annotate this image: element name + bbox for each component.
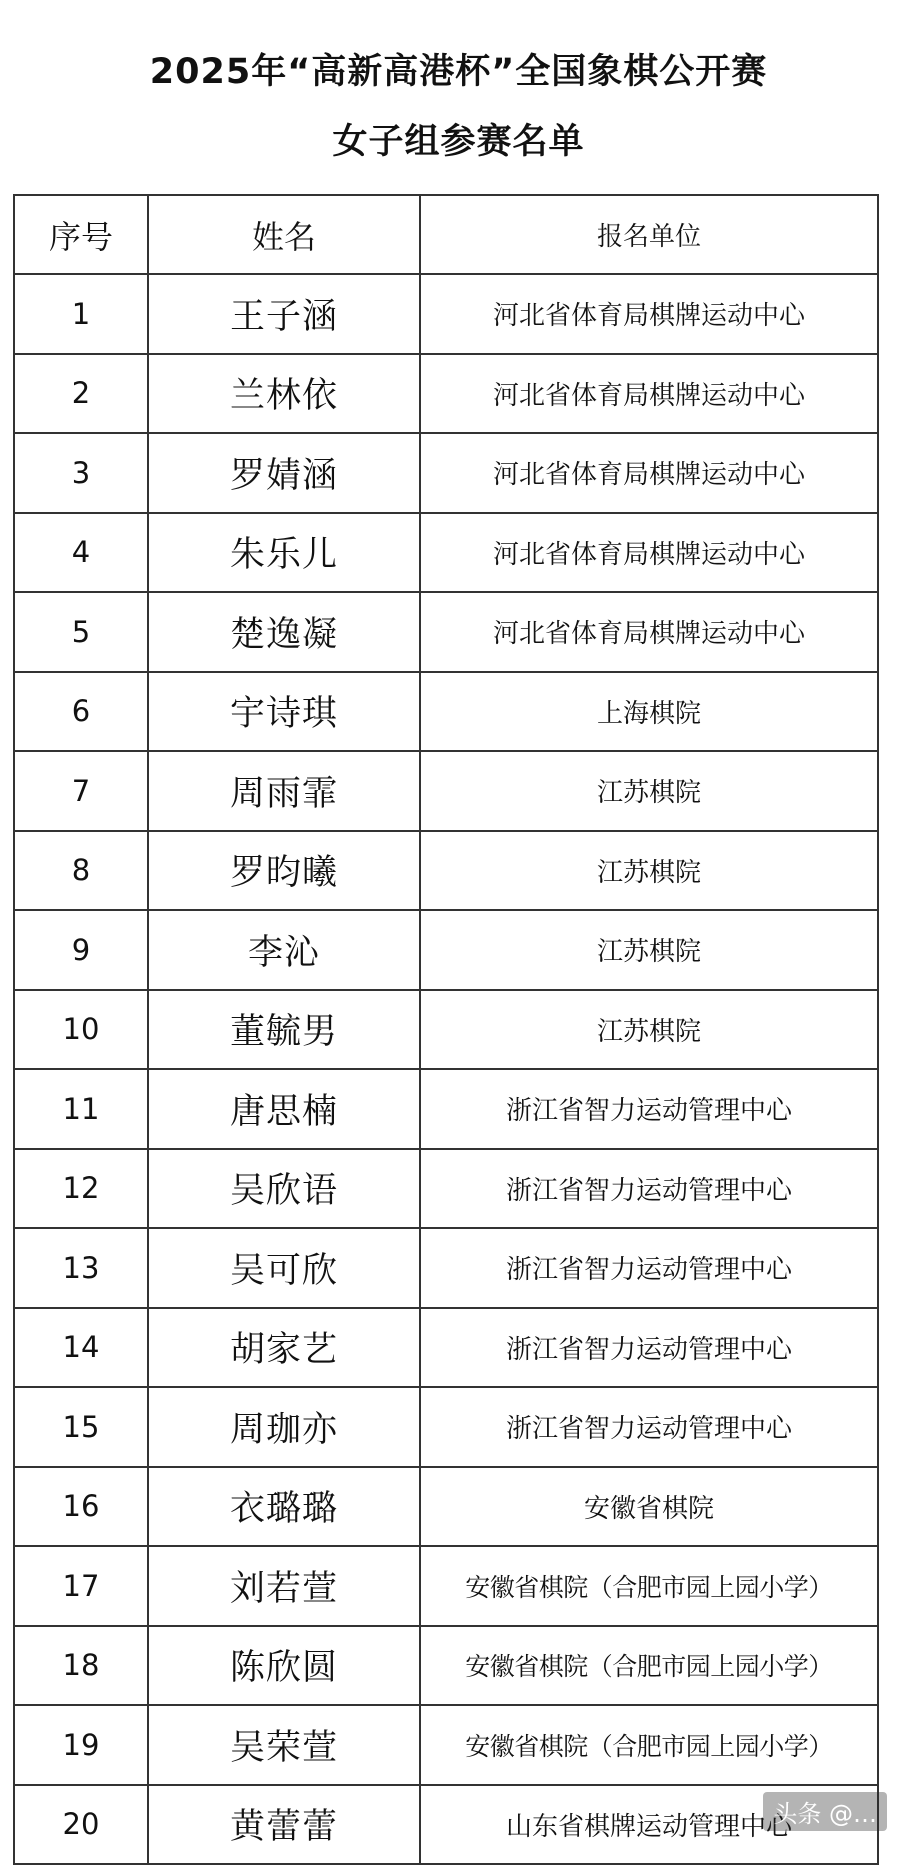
table-row	[14, 274, 878, 354]
header-name: 姓名	[148, 195, 420, 274]
cell-unit: 江苏棋院	[420, 990, 878, 1070]
cell-unit: 江苏棋院	[420, 831, 878, 911]
cell-unit: 河北省体育局棋牌运动中心	[420, 592, 878, 672]
table-row	[14, 1387, 878, 1467]
cell-seq: 14	[14, 1308, 148, 1388]
cell-unit: 江苏棋院	[420, 910, 878, 990]
cell-seq: 15	[14, 1387, 148, 1467]
table-row	[14, 513, 878, 593]
cell-unit: 安徽省棋院（合肥市园上园小学）	[420, 1626, 878, 1706]
cell-name: 唐思楠	[148, 1069, 420, 1149]
table-body	[14, 274, 878, 1864]
cell-name: 周珈亦	[148, 1387, 420, 1467]
table-row	[14, 1069, 878, 1149]
cell-seq: 3	[14, 433, 148, 513]
table-row	[14, 1546, 878, 1626]
table-row	[14, 1308, 878, 1388]
table-row	[14, 433, 878, 513]
cell-unit: 河北省体育局棋牌运动中心	[420, 274, 878, 354]
cell-name: 胡家艺	[148, 1308, 420, 1388]
header-seq: 序号	[14, 195, 148, 274]
cell-seq: 13	[14, 1228, 148, 1308]
cell-name: 楚逸凝	[148, 592, 420, 672]
source-watermark: 头条 @…	[763, 1792, 887, 1831]
table-row	[14, 1785, 878, 1865]
cell-name: 吴荣萱	[148, 1705, 420, 1785]
cell-name: 刘若萱	[148, 1546, 420, 1626]
cell-unit: 河北省体育局棋牌运动中心	[420, 433, 878, 513]
table-row	[14, 592, 878, 672]
cell-name: 衣璐璐	[148, 1467, 420, 1547]
cell-unit: 安徽省棋院	[420, 1467, 878, 1547]
cell-seq: 6	[14, 672, 148, 752]
cell-unit: 浙江省智力运动管理中心	[420, 1228, 878, 1308]
table-row	[14, 1149, 878, 1229]
cell-name: 吴可欣	[148, 1228, 420, 1308]
cell-unit: 浙江省智力运动管理中心	[420, 1387, 878, 1467]
table-row	[14, 1228, 878, 1308]
cell-seq: 11	[14, 1069, 148, 1149]
cell-seq: 7	[14, 751, 148, 831]
table-row	[14, 831, 878, 911]
cell-name: 兰林依	[148, 354, 420, 434]
cell-name: 黄蕾蕾	[148, 1785, 420, 1865]
cell-seq: 8	[14, 831, 148, 911]
cell-name: 王子涵	[148, 274, 420, 354]
cell-seq: 19	[14, 1705, 148, 1785]
cell-name: 陈欣圆	[148, 1626, 420, 1706]
document-subtitle: 女子组参赛名单	[332, 122, 585, 162]
cell-name: 罗昀曦	[148, 831, 420, 911]
cell-seq: 10	[14, 990, 148, 1070]
cell-unit: 安徽省棋院（合肥市园上园小学）	[420, 1705, 878, 1785]
cell-unit: 浙江省智力运动管理中心	[420, 1308, 878, 1388]
cell-seq: 1	[14, 274, 148, 354]
cell-seq: 9	[14, 910, 148, 990]
table-row	[14, 751, 878, 831]
cell-unit: 河北省体育局棋牌运动中心	[420, 354, 878, 434]
table-row	[14, 354, 878, 434]
participant-table	[13, 194, 879, 1865]
cell-name: 宇诗琪	[148, 672, 420, 752]
cell-name: 朱乐儿	[148, 513, 420, 593]
cell-unit: 河北省体育局棋牌运动中心	[420, 513, 878, 593]
document-title: 2025年“高新高港杯”全国象棋公开赛	[149, 52, 768, 92]
cell-name: 李沁	[148, 910, 420, 990]
cell-seq: 12	[14, 1149, 148, 1229]
cell-seq: 4	[14, 513, 148, 593]
cell-unit: 山东省棋牌运动管理中心	[420, 1785, 878, 1865]
table-row	[14, 990, 878, 1070]
cell-unit: 浙江省智力运动管理中心	[420, 1069, 878, 1149]
cell-seq: 2	[14, 354, 148, 434]
cell-unit: 浙江省智力运动管理中心	[420, 1149, 878, 1229]
cell-name: 罗婧涵	[148, 433, 420, 513]
header-unit: 报名单位	[420, 195, 878, 274]
cell-seq: 18	[14, 1626, 148, 1706]
cell-name: 董毓男	[148, 990, 420, 1070]
cell-unit: 安徽省棋院（合肥市园上园小学）	[420, 1546, 878, 1626]
table-row	[14, 1467, 878, 1547]
table-header-row	[14, 195, 878, 274]
table-row	[14, 1705, 878, 1785]
cell-name: 周雨霏	[148, 751, 420, 831]
table-row	[14, 1626, 878, 1706]
cell-unit: 江苏棋院	[420, 751, 878, 831]
cell-seq: 5	[14, 592, 148, 672]
table-row	[14, 672, 878, 752]
cell-name: 吴欣语	[148, 1149, 420, 1229]
cell-seq: 16	[14, 1467, 148, 1547]
cell-seq: 20	[14, 1785, 148, 1865]
table-row	[14, 910, 878, 990]
cell-seq: 17	[14, 1546, 148, 1626]
cell-unit: 上海棋院	[420, 672, 878, 752]
